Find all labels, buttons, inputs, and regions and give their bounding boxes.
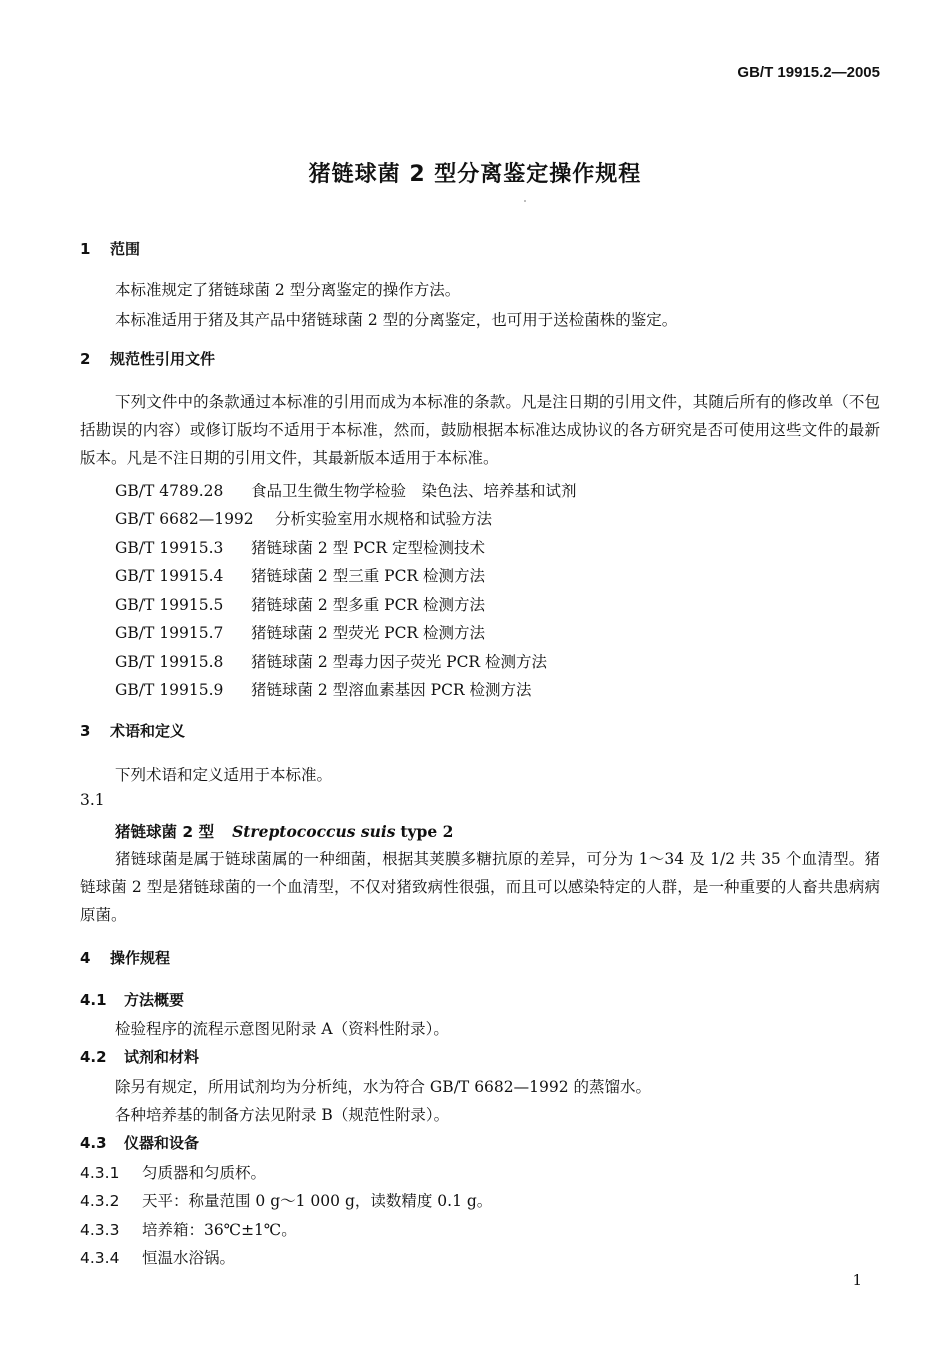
reference-code: GB/T 19915.7 <box>115 624 224 642</box>
standard-code: GB/T 19915.2—2005 <box>737 64 880 81</box>
term-latin: Streptococcus suis <box>232 822 396 841</box>
reference-item <box>115 507 492 529</box>
reference-title: 猪链球菌 2 型溶血素基因 PCR 检测方法 <box>251 681 532 699</box>
subsection-number: 4.1 <box>80 991 107 1009</box>
subsection-number: 4.2 <box>80 1048 107 1066</box>
reference-title: 食品卫生微生物学检验 染色法、培养基和试剂 <box>251 482 577 500</box>
section-number: 2 <box>80 350 91 368</box>
equipment-item <box>80 1246 235 1268</box>
reagents-text-2: 各种培养基的制备方法见附录 B（规范性附录）。 <box>115 1106 450 1124</box>
reference-code: GB/T 19915.4 <box>115 567 224 585</box>
section-number: 4 <box>80 949 91 967</box>
section-title: 操作规程 <box>110 949 171 967</box>
reference-item <box>115 564 485 586</box>
equipment-item <box>80 1189 492 1211</box>
subsection-4-2-heading <box>80 1046 199 1067</box>
item-text: 培养箱：36℃±1℃。 <box>142 1221 297 1239</box>
page-number: 1 <box>852 1271 862 1289</box>
reference-item <box>115 593 485 615</box>
reference-item <box>115 621 485 643</box>
reference-title: 猪链球菌 2 型毒力因子荧光 PCR 检测方法 <box>251 653 548 671</box>
scan-speck <box>524 200 526 202</box>
term-type: type 2 <box>400 822 454 841</box>
normative-references-intro: 下列文件中的条款通过本标准的引用而成为本标准的条款。凡是注日期的引用文件，其随后所有的修改单（不包括勘误的内容）或修订版均不适用于本标准，然而，鼓励根据本标准达成协议的各方研究是否可使用这些文件的最新版本。凡是不注日期的引用文件，其最新版本适用于本标准。 <box>80 393 880 467</box>
equipment-item <box>80 1161 266 1183</box>
item-number: 4.3.4 <box>80 1249 120 1267</box>
subsection-4-1-heading <box>80 989 184 1010</box>
reference-title: 猪链球菌 2 型 PCR 定型检测技术 <box>251 539 486 557</box>
terms-intro: 下列术语和定义适用于本标准。 <box>115 766 333 784</box>
method-summary-text: 检验程序的流程示意图见附录 A（资料性附录）。 <box>115 1020 449 1038</box>
reference-code: GB/T 19915.9 <box>115 681 224 699</box>
item-number: 4.3.2 <box>80 1192 120 1210</box>
reference-code: GB/T 19915.5 <box>115 596 224 614</box>
section-1-heading <box>80 238 140 259</box>
reference-item <box>115 479 577 501</box>
section-number: 1 <box>80 240 91 258</box>
term-entry <box>115 820 453 842</box>
reference-item <box>115 536 485 558</box>
reference-item <box>115 650 547 672</box>
equipment-item <box>80 1218 297 1240</box>
subsection-number: 4.3 <box>80 1134 107 1152</box>
reagents-text-1: 除另有规定，所用试剂均为分析纯，水为符合 GB/T 6682—1992 的蒸馏水。 <box>115 1078 652 1096</box>
reference-title: 猪链球菌 2 型多重 PCR 检测方法 <box>251 596 486 614</box>
reference-item <box>115 678 532 700</box>
section-4-heading <box>80 947 170 968</box>
document-title: 猪链球菌 2 型分离鉴定操作规程 <box>308 162 642 187</box>
subsection-title: 试剂和材料 <box>124 1048 200 1066</box>
subsection-title: 方法概要 <box>124 991 185 1009</box>
reference-code: GB/T 19915.8 <box>115 653 224 671</box>
subsection-title: 仪器和设备 <box>124 1134 200 1152</box>
item-number: 4.3.3 <box>80 1221 120 1239</box>
item-text: 匀质器和匀质杯。 <box>142 1164 267 1182</box>
term-chinese: 猪链球菌 2 型 <box>115 823 215 841</box>
item-text: 天平：称量范围 0 g～1 000 g，读数精度 0.1 g。 <box>142 1192 493 1210</box>
section-title: 范围 <box>110 240 141 258</box>
section-title: 术语和定义 <box>110 722 186 740</box>
term-definition: 猪链球菌是属于链球菌属的一种细菌，根据其荚膜多糖抗原的差异，可分为 1～34 及 1/2 共 35 个血清型。猪链球菌 2 型是猪链球菌的一个血清型，不仅对猪致病性很强，而且可以感染特定的人群，是一种重要的人畜共患病病原菌。 <box>80 850 880 924</box>
scope-paragraph-1: 本标准规定了猪链球菌 2 型分离鉴定的操作方法。 <box>115 281 461 299</box>
section-number: 3 <box>80 722 91 740</box>
section-2-heading <box>80 348 215 369</box>
section-title: 规范性引用文件 <box>110 350 216 368</box>
item-number: 4.3.1 <box>80 1164 120 1182</box>
item-text: 恒温水浴锅。 <box>142 1249 236 1267</box>
reference-code: GB/T 6682—1992 <box>115 510 254 528</box>
term-number: 3.1 <box>80 791 105 809</box>
reference-title: 分析实验室用水规格和试验方法 <box>275 510 493 528</box>
scope-paragraph-2: 本标准适用于猪及其产品中猪链球菌 2 型的分离鉴定，也可用于送检菌株的鉴定。 <box>115 311 678 329</box>
reference-title: 猪链球菌 2 型三重 PCR 检测方法 <box>251 567 486 585</box>
reference-title: 猪链球菌 2 型荧光 PCR 检测方法 <box>251 624 486 642</box>
reference-code: GB/T 4789.28 <box>115 482 224 500</box>
subsection-4-3-heading <box>80 1132 199 1153</box>
reference-code: GB/T 19915.3 <box>115 539 224 557</box>
section-3-heading <box>80 720 185 741</box>
